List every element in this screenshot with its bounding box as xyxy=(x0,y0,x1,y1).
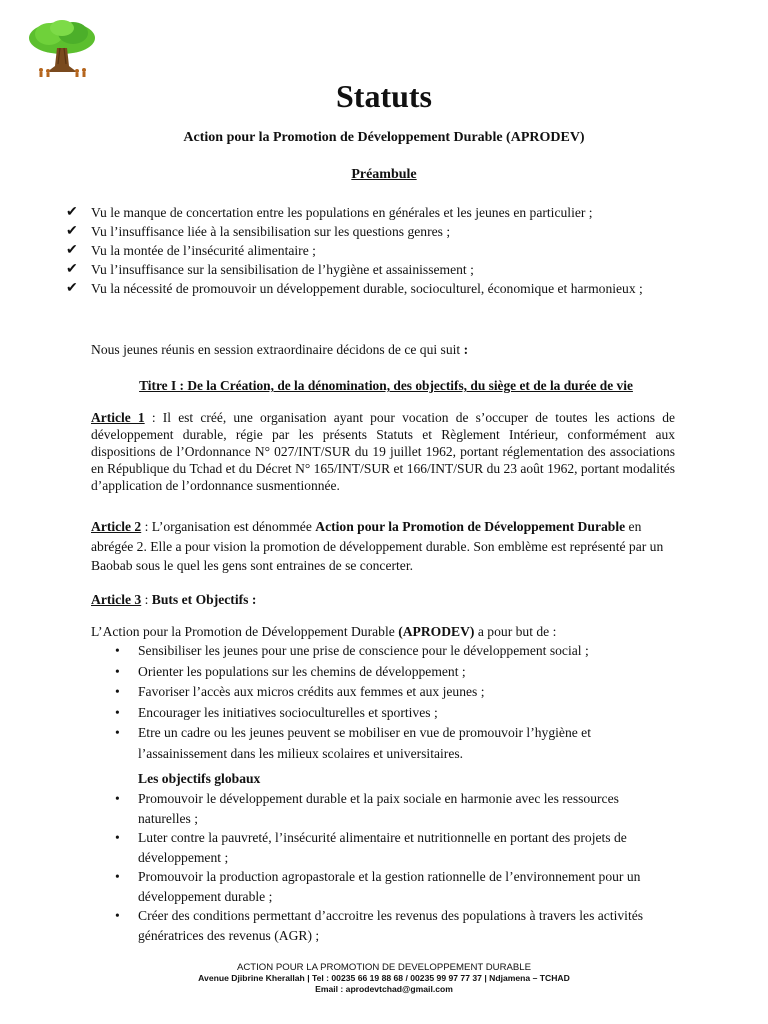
organisation-name: Action pour la Promotion de Développement Durable xyxy=(315,519,626,534)
article-1-text: Il est créé, une organisation ayant pour vocation de s’occuper de toutes les actions de développement durable, régie par les présents Statuts et Règlement Intérieur, conformément aux dispositions de l’Ordonnance N° 027/INT/SUR du 19 juillet 1962, portant réglementation des associations en République du Tchad et du Décret N° 165/INT/SUR et 166/INT/SUR du 23 août 1962, portant modalités d’application de l’ordonnance susmentionnée. xyxy=(91,410,675,493)
list-item: • Promouvoir la production agropastorale et la gestion rationnelle de l’environnement pour un développement durable ; xyxy=(115,869,641,904)
footer-org-name: ACTION POUR LA PROMOTION DE DEVELOPPEMENT DURABLE xyxy=(236,962,532,973)
document-title: Statuts xyxy=(335,78,432,114)
list-item: • Promouvoir le développement durable et la paix sociale en harmonie avec les ressources naturelles ; xyxy=(115,791,619,826)
bullet-icon: • xyxy=(115,643,120,658)
list-item: • Favoriser l’accès aux micros crédits aux femmes et aux jeunes ; xyxy=(114,682,674,703)
list-item: • Créer des conditions permettant d’accroitre les revenus des populations à travers les activités génératrices des revenus (AGR) ; xyxy=(115,908,644,943)
bullet-icon: • xyxy=(115,663,120,679)
preamble-item: ✔ Vu l’insuffisance liée à la sensibilisation sur les questions genres ; xyxy=(66,224,451,239)
bullet-icon: • xyxy=(115,869,120,884)
checkmark-icon: ✔ xyxy=(66,281,78,296)
goals-list xyxy=(114,641,674,764)
preamble-item: ✔ Vu le manque de concertation entre les populations en générales et les jeunes en particulier ; xyxy=(66,205,593,220)
article-1: Article 1 : Il est créé, une organisation ayant pour vocation de s’occuper de toutes les actions de développement durable, régie par les présents Statuts et Règlement Intérieur, conformément aux dispositions de l’Ordonnance N° 027/INT/SUR du 19 juillet 1962, portant réglementation des associations en République du Tchad et du Décret N° 165/INT/SUR et 166/INT/SUR du 23 août 1962, portant modalités d’application de l’ordonnance susmentionnée. xyxy=(91,410,675,493)
titre-1-heading: Titre I : De la Création, de la dénomination, des objectifs, du siège et de la durée de vie xyxy=(139,378,633,393)
footer-address: Avenue Djibrine Kherallah | Tel : 00235 66 19 88 68 / 00235 99 97 77 37 | Ndjamena – TCHAD xyxy=(198,973,570,983)
bullet-icon: • xyxy=(115,908,120,923)
baobab-logo-icon xyxy=(27,18,97,78)
preamble-heading: Préambule xyxy=(351,167,417,182)
bullet-icon: • xyxy=(115,684,120,699)
article-2: Article 2 : L’organisation est dénommée Action pour la Promotion de Développement Durable en abrégée 2. Elle a pour vision la promotion de développement durable. Son emblème est représenté par un Baobab sous le quel les gens sont entraines de se concerter. xyxy=(91,519,664,573)
bullet-icon: • xyxy=(115,725,120,740)
document-subtitle: Action pour la Promotion de Développement Durable (APRODEV) xyxy=(183,130,585,145)
preamble-item: ✔ Vu l’insuffisance sur la sensibilisation de l’hygiène et assainissement ; xyxy=(66,262,474,277)
page-footer xyxy=(0,962,768,995)
list-item: • Luter contre la pauvreté, l’insécurité alimentaire et nutritionnelle en portant des projets de développement ; xyxy=(115,830,627,865)
footer-email: Email : aprodevtchad@gmail.com xyxy=(315,984,453,994)
checkmark-icon: ✔ xyxy=(66,224,78,239)
bullet-icon: • xyxy=(115,830,120,845)
bullet-icon: • xyxy=(115,704,120,720)
preamble-list xyxy=(66,203,666,298)
list-item: • Etre un cadre ou les jeunes peuvent se mobiliser en vue de promouvoir l’hygiène et l’assainissement dans les milieux scolaires et universitaires. xyxy=(115,725,591,761)
global-objectives-heading: Les objectifs globaux xyxy=(138,771,261,786)
list-item: • Encourager les initiatives socioculturelles et sportives ; xyxy=(114,703,674,724)
list-item: • Sensibiliser les jeunes pour une prise de conscience pour le développement social ; xyxy=(114,641,674,662)
checkmark-icon: ✔ xyxy=(66,262,78,277)
checkmark-icon: ✔ xyxy=(66,205,78,220)
checkmark-icon: ✔ xyxy=(66,243,78,258)
intro-paragraph: Nous jeunes réunis en session extraordinaire décidons de ce qui suit : xyxy=(91,342,469,357)
article-3-label: Article 3 xyxy=(91,592,142,607)
purpose-paragraph: L’Action pour la Promotion de Développement Durable (APRODEV) a pour but de : xyxy=(91,624,557,639)
global-objectives-list xyxy=(114,789,674,945)
preamble-item: ✔ Vu la nécessité de promouvoir un développement durable, socioculturel, économique et harmonieux ; xyxy=(66,281,643,296)
preamble-item: ✔ Vu la montée de l’insécurité alimentaire ; xyxy=(66,243,316,258)
article-1-label: Article 1 xyxy=(91,410,145,425)
bullet-icon: • xyxy=(115,791,120,806)
list-item: • Orienter les populations sur les chemins de développement ; xyxy=(114,662,674,683)
article-3-heading: Article 3 : Buts et Objectifs : xyxy=(91,592,257,607)
article-2-label: Article 2 xyxy=(91,519,142,534)
